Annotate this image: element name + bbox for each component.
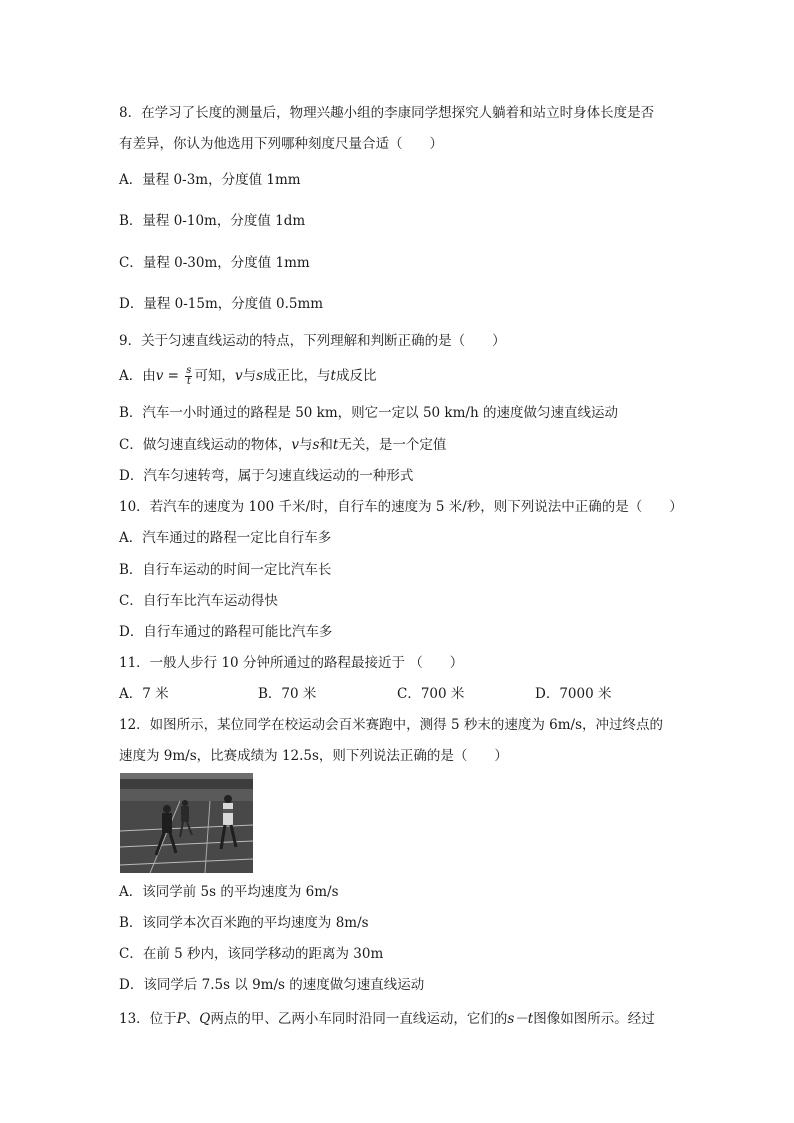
q11-option-b: B．70 米	[258, 686, 317, 702]
q9-option-d: D．汽车匀速转弯，属于匀速直线运动的一种形式	[119, 468, 414, 484]
q13-post: 图像如图所示。经过	[533, 1011, 655, 1027]
q10-option-c: C．自行车比汽车运动得快	[119, 593, 278, 609]
q9-a-prefix: A．由	[119, 368, 156, 384]
q9-option-a	[119, 366, 376, 387]
q13-p: P	[176, 1011, 186, 1027]
q9-c-post: 无关，是一个定值	[338, 437, 447, 453]
q9-c-mid2: 和	[319, 437, 333, 453]
q9-a-v2: v	[234, 368, 243, 384]
q8-option-a: A．量程 0-3m，分度值 1mm	[119, 172, 301, 188]
q10-option-a: A．汽车通过的路程一定比自行车多	[119, 530, 332, 546]
q11-option-a: A．7 米	[119, 686, 169, 702]
q9-a-fraction-den: t	[186, 376, 191, 387]
q9-a-t: t	[330, 368, 336, 384]
q12-option-a: A．该同学前 5s 的平均速度为 6m/s	[119, 884, 339, 900]
q13-st: s－t	[507, 1011, 534, 1027]
q10-option-b: B．自行车运动的时间一定比汽车长	[119, 562, 332, 578]
q9-a-text2: 与	[242, 368, 257, 384]
q13-sep: 、	[185, 1011, 200, 1027]
q9-a-eq: =	[163, 368, 184, 384]
q9-stem: 9．关于匀速直线运动的特点，下列理解和判断正确的是（ ）	[119, 333, 506, 349]
q9-a-fraction-num: s	[186, 365, 192, 376]
q12-stem-line1: 12．如图所示，某位同学在校运动会百米赛跑中，测得 5 秒末的速度为 6m/s，冲过终点的	[119, 717, 664, 733]
q11-options	[119, 685, 639, 703]
q12-option-c: C．在前 5 秒内，该同学移动的距离为 30m	[119, 946, 384, 962]
q8-stem-line1: 8．在学习了长度的测量后，物理兴趣小组的李康同学想探究人躺着和站立时身体长度是否	[119, 105, 655, 121]
q9-a-text4: 成反比	[335, 368, 377, 384]
q9-c-prefix: C．做匀速直线运动的物体，	[119, 437, 292, 453]
q8-option-b: B．量程 0-10m，分度值 1dm	[119, 213, 306, 229]
q13-q: Q	[199, 1011, 211, 1027]
race-photo	[120, 773, 253, 873]
q10-option-d: D．自行车通过的路程可能比汽车多	[119, 624, 333, 640]
q9-c-t: t	[332, 437, 339, 453]
q13-stem	[119, 1010, 655, 1028]
q9-a-v: v	[155, 368, 164, 384]
q9-c-v: v	[291, 437, 299, 453]
q9-a-fraction	[185, 366, 192, 387]
q12-option-b: B．该同学本次百米跑的平均速度为 8m/s	[119, 915, 369, 931]
q8-option-c: C．量程 0-30m，分度值 1mm	[119, 255, 310, 271]
q9-a-text1: 可知，	[194, 368, 235, 384]
q8-option-d: D．量程 0-15m，分度值 0.5mm	[119, 296, 324, 312]
q9-c-mid1: 与	[298, 437, 313, 453]
q9-a-s: s	[256, 368, 264, 384]
q9-c-s: s	[312, 437, 320, 453]
race-photo-drawing	[120, 773, 253, 873]
q11-stem: 11．一般人步行 10 分钟所通过的路程最接近于 （ ）	[119, 655, 464, 671]
q8-stem-line2: 有差异，你认为他选用下列哪种刻度尺量合适（ ）	[119, 136, 443, 152]
q13-mid: 两点的甲、乙两小车同时沿同一直线运动，它们的	[210, 1011, 508, 1027]
q10-stem: 10．若汽车的速度为 100 千米/时，自行车的速度为 5 米/秒，则下列说法中正确的是（ ）	[119, 499, 683, 515]
q12-option-d: D．该同学后 7.5s 以 9m/s 的速度做匀速直线运动	[119, 977, 425, 993]
q11-option-d: D．7000 米	[535, 686, 612, 702]
q9-option-b: B．汽车一小时通过的路程是 50 km，则它一定以 50 km/h 的速度做匀速直线运动	[119, 405, 618, 421]
q9-a-text3: 成正比，与	[263, 368, 331, 384]
q12-stem-line2: 速度为 9m/s，比赛成绩为 12.5s，则下列说法正确的是（ ）	[119, 748, 508, 764]
q11-option-c: C．700 米	[397, 686, 465, 702]
q13-prefix: 13．位于	[119, 1011, 177, 1027]
q9-option-c	[119, 436, 446, 454]
